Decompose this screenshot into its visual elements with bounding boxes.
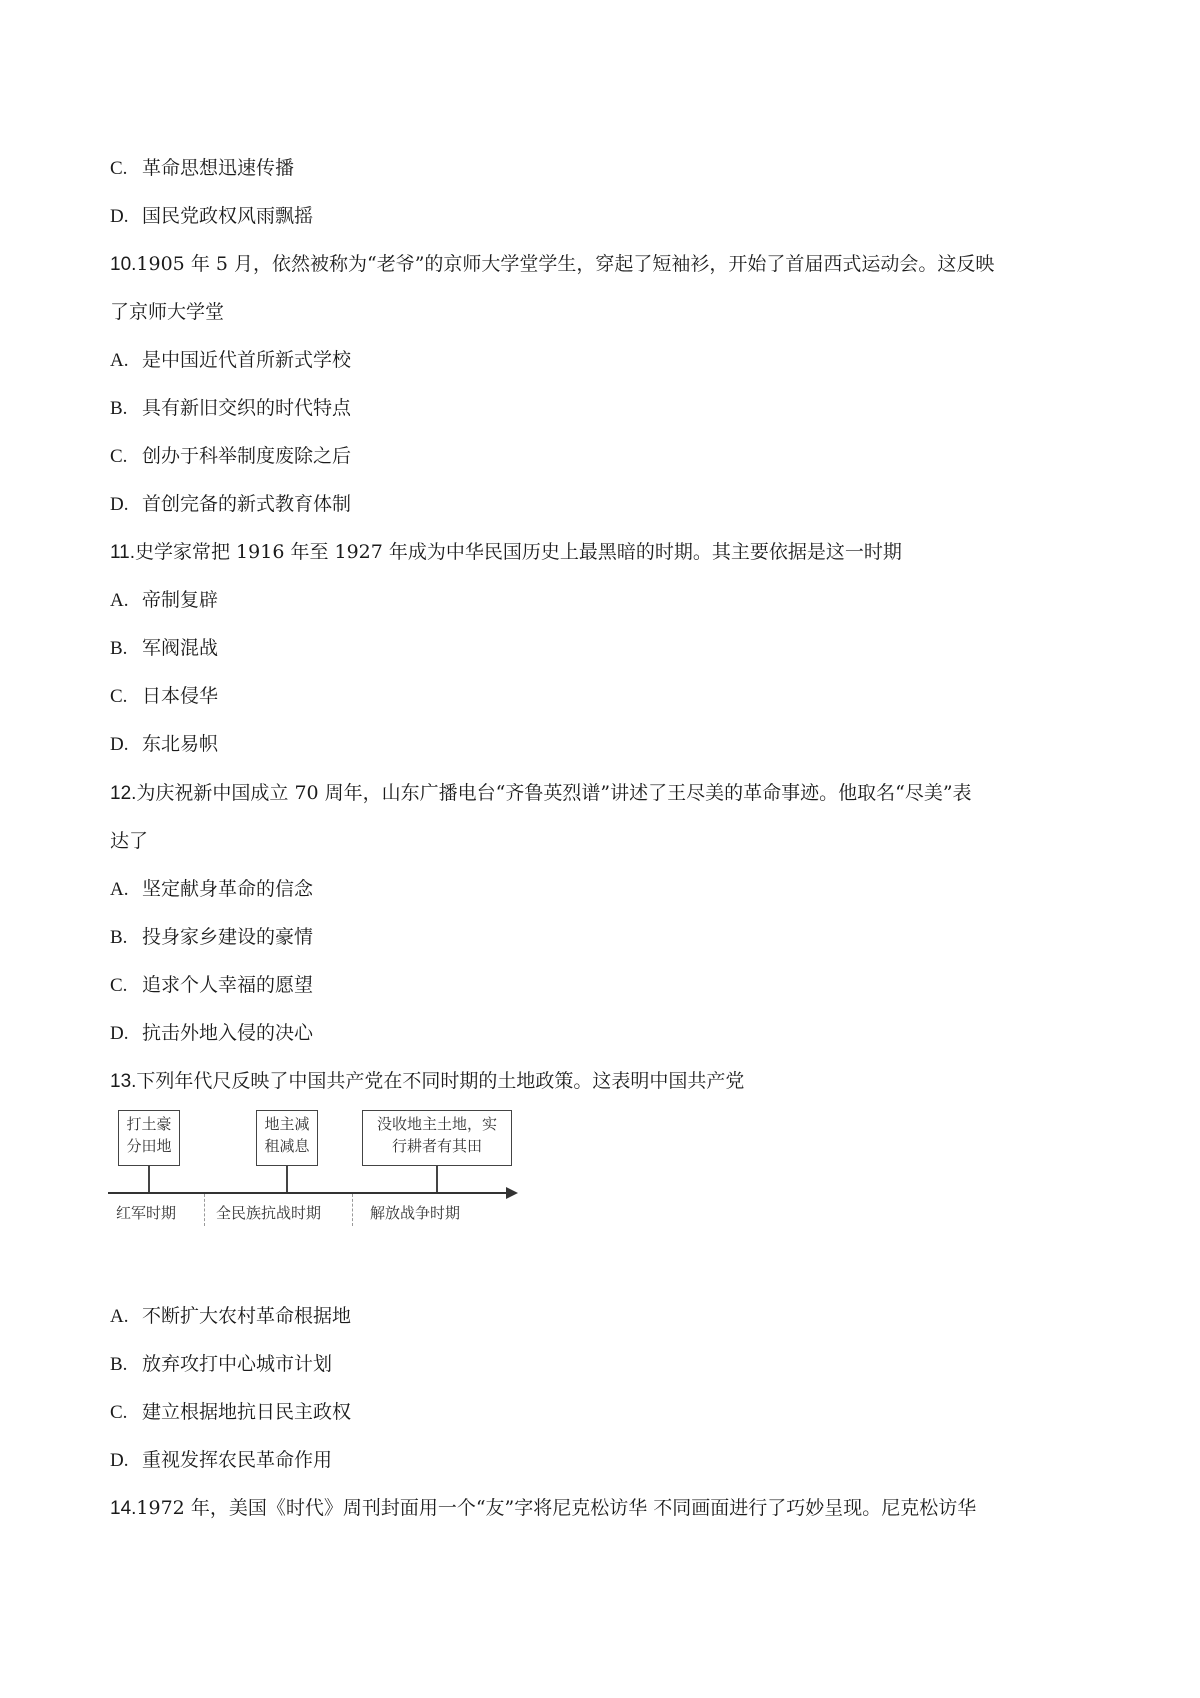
policy-line: 没收地主土地，实: [376, 1115, 497, 1133]
option-text: 是中国近代首所新式学校: [142, 349, 352, 371]
option-a-q11: [110, 588, 218, 613]
option-c-q10: [110, 444, 351, 469]
option-c-q13: [110, 1400, 351, 1425]
option-letter: B.: [110, 1354, 128, 1375]
option-text: 帝制复辟: [142, 589, 219, 611]
option-b-q12: [110, 925, 313, 950]
option-letter: C.: [110, 1402, 128, 1423]
option-c-q9: [110, 156, 294, 181]
option-d-q12: [110, 1021, 313, 1046]
timeline-stem: [436, 1166, 438, 1192]
option-a-q10: [110, 348, 351, 373]
question-number: 11.: [110, 542, 136, 563]
policy-line: 行耕者有其田: [391, 1137, 482, 1155]
timeline-period-label: 解放战争时期: [370, 1204, 461, 1222]
option-text: 革命思想迅速传播: [142, 157, 295, 179]
timeline-divider: [204, 1194, 205, 1226]
question-10-continuation: 了京师大学堂: [110, 301, 225, 323]
question-12-continuation: 达了: [110, 830, 149, 852]
option-d-q10: [110, 492, 351, 517]
option-text: 抗击外地入侵的决心: [142, 1022, 314, 1044]
option-text: 日本侵华: [142, 685, 219, 707]
option-text: 不断扩大农村革命根据地: [142, 1305, 352, 1327]
option-d-q11: [110, 732, 218, 757]
option-letter: D.: [110, 1023, 129, 1044]
timeline-stem: [148, 1166, 150, 1192]
option-letter: B.: [110, 398, 128, 419]
question-text: 史学家常把 1916 年至 1927 年成为中华民国历史上最黑暗的时期。其主要依据是这一时期: [135, 541, 902, 563]
question-11: [110, 540, 902, 565]
option-letter: D.: [110, 734, 129, 755]
timeline-policy-box: [118, 1110, 180, 1166]
timeline-axis: [108, 1192, 508, 1194]
option-a-q12: [110, 877, 313, 902]
option-text: 国民党政权风雨飘摇: [142, 205, 314, 227]
option-text: 放弃攻打中心城市计划: [142, 1353, 333, 1375]
question-text: 1972 年，美国《时代》周刊封面用一个“友”字将尼克松访华 不同画面进行了巧妙呈现。尼克松访华: [136, 1497, 977, 1519]
timeline-stem: [286, 1166, 288, 1192]
option-text: 创办于科举制度废除之后: [142, 445, 352, 467]
question-text: 下列年代尺反映了中国共产党在不同时期的土地政策。这表明中国共产党: [136, 1070, 745, 1092]
option-text: 坚定献身革命的信念: [142, 878, 314, 900]
option-text: 追求个人幸福的愿望: [142, 974, 314, 996]
option-letter: D.: [110, 1450, 129, 1471]
question-number: 10.: [110, 254, 137, 275]
option-letter: B.: [110, 638, 128, 659]
option-letter: C.: [110, 158, 128, 179]
option-letter: D.: [110, 494, 129, 515]
option-text: 重视发挥农民革命作用: [142, 1449, 333, 1471]
option-text: 军阀混战: [142, 637, 219, 659]
timeline-arrow-icon: [506, 1187, 518, 1199]
option-text: 东北易帜: [142, 733, 219, 755]
option-b-q13: [110, 1352, 332, 1377]
timeline-period-label: 全民族抗战时期: [216, 1204, 322, 1222]
option-a-q13: [110, 1304, 351, 1329]
question-number: 12.: [110, 783, 137, 804]
option-letter: C.: [110, 686, 128, 707]
option-text: 投身家乡建设的豪情: [142, 926, 314, 948]
question-12: [110, 781, 972, 806]
question-text: 1905 年 5 月，依然被称为“老爷”的京师大学堂学生，穿起了短袖衫，开始了首届西式运动会。这反映: [136, 253, 995, 275]
option-text: 首创完备的新式教育体制: [142, 493, 352, 515]
land-policy-timeline: [108, 1110, 518, 1230]
policy-line: 租减息: [264, 1137, 310, 1155]
policy-line: 分田地: [126, 1137, 172, 1155]
timeline-period-label: 红军时期: [116, 1204, 177, 1222]
timeline-policy-box: [362, 1110, 512, 1166]
policy-line: 地主减: [264, 1115, 310, 1133]
option-letter: B.: [110, 927, 128, 948]
option-text: 具有新旧交织的时代特点: [142, 397, 352, 419]
policy-line: 打土豪: [126, 1115, 172, 1133]
question-10: [110, 252, 994, 277]
option-c-q11: [110, 684, 218, 709]
option-letter: D.: [110, 206, 129, 227]
option-d-q13: [110, 1448, 332, 1473]
option-d-q9: [110, 204, 313, 229]
timeline-policy-box: [256, 1110, 318, 1166]
option-letter: C.: [110, 446, 128, 467]
option-b-q11: [110, 636, 218, 661]
question-13: [110, 1069, 744, 1094]
option-letter: A.: [110, 1306, 129, 1327]
question-text: 为庆祝新中国成立 70 周年，山东广播电台“齐鲁英烈谱”讲述了王尽美的革命事迹。他取名“尽美”表: [136, 782, 972, 804]
question-number: 14.: [110, 1498, 137, 1519]
option-letter: A.: [110, 350, 129, 371]
option-b-q10: [110, 396, 351, 421]
option-c-q12: [110, 973, 313, 998]
option-letter: C.: [110, 975, 128, 996]
timeline-divider: [352, 1194, 353, 1226]
option-text: 建立根据地抗日民主政权: [142, 1401, 352, 1423]
question-number: 13.: [110, 1071, 137, 1092]
option-letter: A.: [110, 590, 129, 611]
option-letter: A.: [110, 879, 129, 900]
question-14: [110, 1496, 976, 1521]
